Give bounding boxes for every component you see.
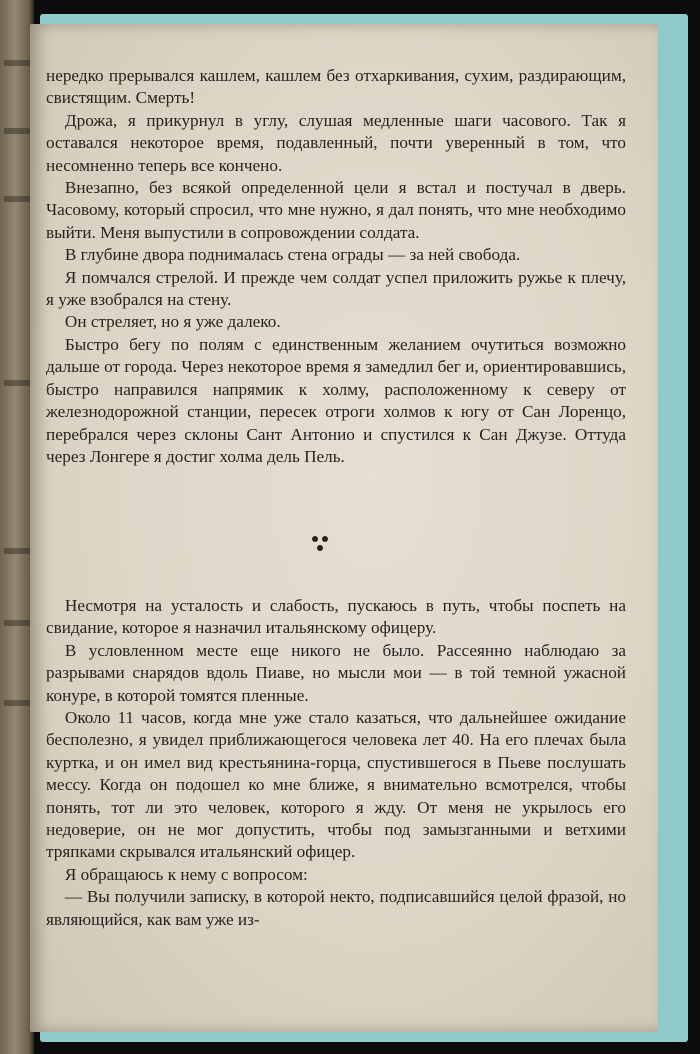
paragraph: Я обращаюсь к нему с вопросом:	[64, 864, 308, 884]
paragraph: Несмотря на усталость и слабость, пускаюсь в путь, чтобы поспеть на свидание, которое я назначил итальянскому офицеру.	[46, 596, 626, 638]
adjacent-text-fragment	[4, 380, 30, 386]
ornament-dot	[317, 545, 323, 551]
ornament-dot	[322, 536, 328, 542]
book-page	[30, 24, 658, 1032]
paragraph: Быстро бегу по полям с единственным желанием очутиться возможно дальше от города. Через некоторое время я замедлил бег и, ориентировавшись, быстро направился напрямик к холму, расположенному к северу от железнодорожной станции, пересек отроги холмов к югу от Сан Лоренцо, перебрался через склоны Сант Антонио и спустился к Сан Джузе. Оттуда через Лонгере я достиг холма дель Пель.	[46, 334, 626, 466]
paragraph: Около 11 часов, когда мне уже стало казаться, что дальнейшее ожидание бесполезно, я увидел приближающегося человека лет 40. На его плечах была куртка, и он имел вид крестьянина-горца, спустившегося в Пьеве послушать мессу. Когда он подошел ко мне ближе, я внимательно всмотрелся, чтобы понять, тот ли это человек, которого я жду. От меня не укрылось его недоверие, он не мог допустить, чтобы под замызганными и ветхими тряпками скрывался итальянский офицер.	[46, 708, 626, 862]
paragraph: В условленном месте еще никого не было. Рассеянно наблюдаю за разрывами снарядов вдоль Пиаве, но мысли мои — в той темной ужасной конуре, в которой томятся пленные.	[46, 640, 626, 705]
adjacent-text-fragment	[4, 620, 30, 626]
section-divider-ornament	[312, 536, 332, 554]
adjacent-text-fragment	[4, 548, 30, 554]
adjacent-text-fragment	[4, 196, 30, 202]
ornament-dot	[312, 536, 318, 542]
paragraph: Дрожа, я прикурнул в углу, слушая медленные шаги часового. Так я оставался некоторое время, подавленный, почти уверенный в том, что несомненно теперь все кончено.	[46, 110, 626, 175]
paragraph: Я помчался стрелой. И прежде чем солдат успел приложить ружье к плечу, я уже взобрался на стену.	[46, 267, 626, 310]
text-block-top	[46, 65, 626, 468]
paragraph: Внезапно, без всякой определенной цели я встал и постучал в дверь. Часовому, который спросил, что мне нужно, я дал понять, что мне необходимо выйти. Меня выпустили в сопровождении солдата.	[46, 178, 626, 242]
paragraph: нередко прерывался кашлем, кашлем без отхаркивания, сухим, раздирающим, свистящим. Смерть!	[46, 66, 626, 108]
adjacent-page-edge	[0, 0, 34, 1054]
paragraph: — Вы получили записку, в которой некто, подписавшийся целой фразой, но являющийся, как вам уже из-	[46, 887, 626, 929]
adjacent-text-fragment	[4, 60, 30, 66]
text-block-bottom	[46, 595, 626, 931]
adjacent-text-fragment	[4, 700, 30, 706]
paragraph: Он стреляет, но я уже далеко.	[64, 312, 281, 332]
paragraph: В глубине двора поднималась стена ограды — за ней свобода.	[64, 245, 521, 265]
adjacent-text-fragment	[4, 128, 30, 134]
